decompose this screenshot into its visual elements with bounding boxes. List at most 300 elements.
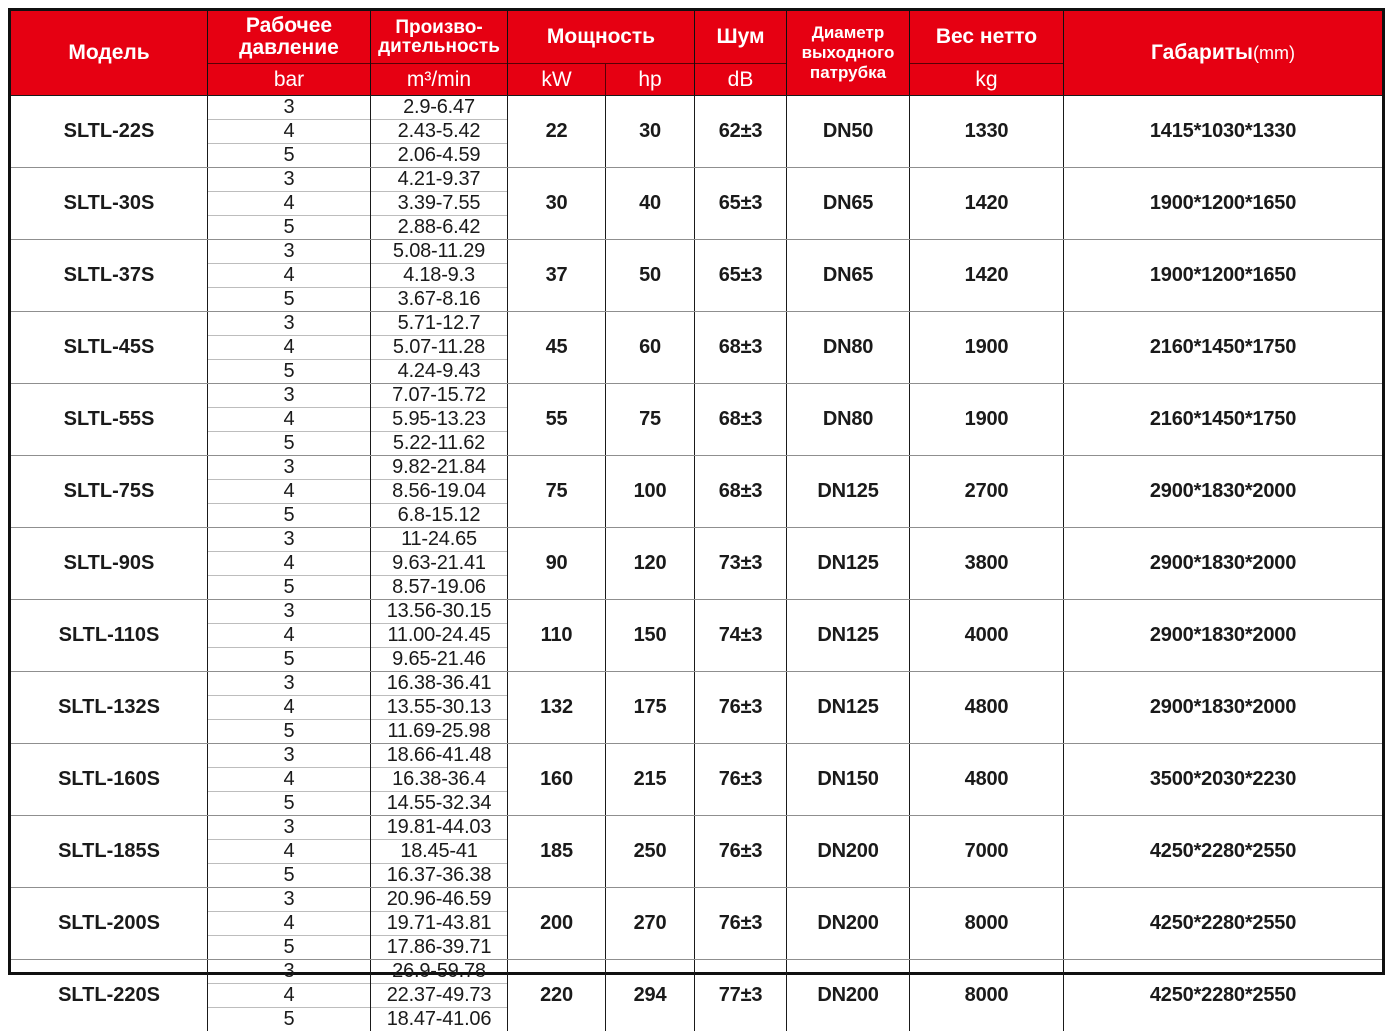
capacity-value: 16.38-36.41 — [386, 672, 492, 694]
power-kw-value: 110 — [540, 624, 573, 646]
model-cell — [11, 240, 207, 311]
capacity-cell — [370, 888, 507, 959]
capacity-subrow — [371, 983, 507, 1007]
dimensions-cell — [1063, 384, 1382, 455]
power-kw-cell — [507, 168, 605, 239]
pressure-value: 5 — [283, 432, 295, 454]
dimensions-cell — [1063, 528, 1382, 599]
pressure-value: 3 — [283, 672, 295, 694]
power-hp-value: 150 — [633, 624, 667, 646]
model-cell — [11, 960, 207, 1031]
weight-value: 1900 — [964, 336, 1009, 358]
header-power-unit-hp: hp — [638, 67, 662, 91]
header-power-title-cell — [508, 11, 694, 63]
noise-cell — [694, 168, 786, 239]
noise-value: 68±3 — [718, 336, 763, 358]
capacity-subrow — [371, 240, 507, 263]
header-noise-unit-cell — [695, 63, 786, 95]
header-capacity-unit-cell — [371, 63, 507, 95]
capacity-subrow — [371, 119, 507, 143]
table-row — [11, 815, 1382, 887]
power-hp-cell — [605, 744, 694, 815]
pressure-value: 3 — [283, 384, 295, 406]
power-kw-cell — [507, 744, 605, 815]
header-pressure-label: Рабочее давление — [239, 13, 339, 59]
capacity-value: 16.38-36.4 — [392, 768, 486, 790]
noise-value: 77±3 — [718, 984, 763, 1006]
capacity-cell — [370, 600, 507, 671]
pressure-value: 3 — [283, 312, 295, 334]
outlet-value: DN80 — [822, 336, 874, 358]
pressure-subrow — [208, 456, 370, 479]
capacity-value: 5.07-11.28 — [392, 336, 486, 358]
weight-cell — [909, 168, 1063, 239]
header-power-label: Мощность — [546, 24, 656, 48]
capacity-value: 2.9-6.47 — [403, 96, 475, 118]
pressure-value: 5 — [283, 936, 295, 958]
weight-value: 1900 — [964, 408, 1009, 430]
noise-cell — [694, 384, 786, 455]
capacity-cell — [370, 672, 507, 743]
pressure-subrow — [208, 600, 370, 623]
outlet-cell — [786, 744, 909, 815]
header-capacity-label-line2: дительность — [378, 36, 500, 57]
noise-cell — [694, 744, 786, 815]
pressure-value: 3 — [283, 600, 295, 622]
model-name: SLTL-30S — [63, 192, 155, 214]
model-name: SLTL-37S — [63, 264, 155, 286]
weight-cell — [909, 888, 1063, 959]
pressure-cell — [207, 456, 370, 527]
noise-cell — [694, 528, 786, 599]
model-name: SLTL-220S — [58, 984, 160, 1006]
weight-value: 4800 — [964, 696, 1009, 718]
capacity-subrow — [371, 191, 507, 215]
power-kw-cell — [507, 240, 605, 311]
capacity-value: 9.63-21.41 — [392, 552, 486, 574]
pressure-subrow — [208, 744, 370, 767]
capacity-value: 11-24.65 — [401, 528, 477, 550]
pressure-subrow — [208, 287, 370, 311]
capacity-value: 7.07-15.72 — [392, 384, 486, 406]
model-cell — [11, 168, 207, 239]
model-cell — [11, 816, 207, 887]
pressure-cell — [207, 816, 370, 887]
header-dimensions-wrap — [1151, 42, 1295, 64]
pressure-cell — [207, 744, 370, 815]
pressure-value: 3 — [283, 816, 295, 838]
dimensions-cell — [1063, 600, 1382, 671]
capacity-value: 6.8-15.12 — [397, 504, 481, 526]
outlet-cell — [786, 384, 909, 455]
outlet-value: DN65 — [822, 264, 874, 286]
pressure-value: 3 — [283, 240, 295, 262]
pressure-cell — [207, 672, 370, 743]
pressure-value: 5 — [283, 504, 295, 526]
capacity-subrow — [371, 839, 507, 863]
dimensions-value: 4250*2280*2550 — [1149, 912, 1297, 934]
power-hp-value: 40 — [639, 192, 661, 214]
pressure-subrow — [208, 384, 370, 407]
capacity-cell — [370, 96, 507, 167]
capacity-value: 13.55-30.13 — [386, 696, 492, 718]
capacity-subrow — [371, 335, 507, 359]
power-hp-value: 60 — [639, 336, 661, 358]
dimensions-cell — [1063, 312, 1382, 383]
pressure-cell — [207, 528, 370, 599]
model-name: SLTL-55S — [63, 408, 155, 430]
dimensions-value: 2160*1450*1750 — [1149, 336, 1297, 358]
noise-value: 68±3 — [718, 480, 763, 502]
capacity-value: 9.82-21.84 — [392, 456, 486, 478]
power-hp-cell — [605, 168, 694, 239]
capacity-value: 5.95-13.23 — [392, 408, 486, 430]
outlet-cell — [786, 672, 909, 743]
table-row — [11, 383, 1382, 455]
model-cell — [11, 744, 207, 815]
outlet-value: DN125 — [817, 480, 879, 502]
table-row — [11, 527, 1382, 599]
power-hp-value: 50 — [639, 264, 661, 286]
pressure-cell — [207, 960, 370, 1031]
capacity-subrow — [371, 719, 507, 743]
pressure-subrow — [208, 719, 370, 743]
power-kw-cell — [507, 960, 605, 1031]
power-kw-cell — [507, 456, 605, 527]
capacity-subrow — [371, 215, 507, 239]
outlet-value: DN150 — [817, 768, 879, 790]
capacity-value: 20.96-46.59 — [386, 888, 492, 910]
model-name: SLTL-22S — [63, 120, 155, 142]
power-hp-cell — [605, 456, 694, 527]
pressure-subrow — [208, 119, 370, 143]
weight-value: 1330 — [964, 120, 1009, 142]
capacity-subrow — [371, 551, 507, 575]
table-row — [11, 167, 1382, 239]
noise-cell — [694, 312, 786, 383]
dimensions-cell — [1063, 888, 1382, 959]
header-power-units-cell — [508, 63, 694, 95]
header-capacity-unit: m³/min — [406, 67, 472, 91]
dimensions-value: 2900*1830*2000 — [1149, 696, 1297, 718]
pressure-subrow — [208, 888, 370, 911]
dimensions-value: 4250*2280*2550 — [1149, 984, 1297, 1006]
weight-cell — [909, 528, 1063, 599]
noise-value: 62±3 — [718, 120, 763, 142]
capacity-subrow — [371, 888, 507, 911]
pressure-subrow — [208, 767, 370, 791]
dimensions-value: 1900*1200*1650 — [1149, 264, 1297, 286]
power-kw-value: 55 — [545, 408, 568, 430]
header-pressure-unit-cell — [208, 63, 370, 95]
noise-cell — [694, 456, 786, 527]
pressure-subrow — [208, 695, 370, 719]
capacity-value: 11.00-24.45 — [387, 624, 491, 646]
power-hp-cell — [605, 96, 694, 167]
noise-value: 65±3 — [718, 192, 763, 214]
power-hp-value: 294 — [633, 984, 667, 1006]
power-kw-value: 45 — [545, 336, 568, 358]
power-kw-value: 90 — [545, 552, 568, 574]
noise-value: 76±3 — [718, 696, 763, 718]
header-weight-title-cell — [910, 11, 1063, 63]
outlet-cell — [786, 528, 909, 599]
power-hp-cell — [605, 816, 694, 887]
header-power — [507, 11, 694, 95]
capacity-subrow — [371, 623, 507, 647]
power-kw-cell — [507, 816, 605, 887]
capacity-subrow — [371, 287, 507, 311]
pressure-subrow — [208, 935, 370, 959]
header-model — [11, 11, 207, 95]
power-hp-cell — [605, 672, 694, 743]
header-power-unit-kw: kW — [541, 67, 572, 91]
pressure-value: 4 — [283, 336, 295, 358]
dimensions-value: 2160*1450*1750 — [1149, 408, 1297, 430]
capacity-value: 19.71-43.81 — [386, 912, 492, 934]
outlet-value: DN200 — [817, 984, 879, 1006]
weight-cell — [909, 240, 1063, 311]
noise-cell — [694, 240, 786, 311]
pressure-subrow — [208, 479, 370, 503]
power-hp-cell — [605, 312, 694, 383]
model-name: SLTL-90S — [63, 552, 155, 574]
capacity-value: 16.37-36.38 — [386, 864, 492, 886]
capacity-cell — [370, 312, 507, 383]
table-row — [11, 599, 1382, 671]
pressure-subrow — [208, 863, 370, 887]
model-name: SLTL-160S — [58, 768, 160, 790]
noise-value: 73±3 — [718, 552, 763, 574]
capacity-value: 2.88-6.42 — [397, 216, 481, 238]
power-hp-cell — [605, 600, 694, 671]
pressure-value: 3 — [283, 744, 295, 766]
capacity-subrow — [371, 312, 507, 335]
dimensions-cell — [1063, 240, 1382, 311]
pressure-subrow — [208, 143, 370, 167]
dimensions-cell — [1063, 96, 1382, 167]
model-name: SLTL-185S — [58, 840, 160, 862]
pressure-subrow — [208, 816, 370, 839]
pressure-value: 3 — [283, 960, 295, 982]
weight-cell — [909, 384, 1063, 455]
power-kw-cell — [507, 312, 605, 383]
power-hp-cell — [605, 960, 694, 1031]
pressure-subrow — [208, 431, 370, 455]
capacity-value: 22.37-49.73 — [386, 984, 492, 1006]
power-hp-value: 270 — [633, 912, 667, 934]
model-cell — [11, 528, 207, 599]
capacity-subrow — [371, 744, 507, 767]
capacity-value: 18.66-41.48 — [386, 744, 492, 766]
power-hp-cell — [605, 528, 694, 599]
capacity-subrow — [371, 456, 507, 479]
outlet-value: DN200 — [817, 912, 879, 934]
capacity-value: 8.56-19.04 — [392, 480, 486, 502]
header-weight-unit: kg — [975, 67, 998, 91]
weight-value: 4800 — [964, 768, 1009, 790]
weight-cell — [909, 600, 1063, 671]
pressure-value: 4 — [283, 624, 295, 646]
outlet-cell — [786, 96, 909, 167]
header-weight-unit-cell — [910, 63, 1063, 95]
outlet-value: DN125 — [817, 624, 879, 646]
power-hp-value: 100 — [633, 480, 667, 502]
pressure-subrow — [208, 1007, 370, 1031]
noise-value: 76±3 — [718, 840, 763, 862]
power-hp-cell — [605, 384, 694, 455]
capacity-value: 5.71-12.7 — [397, 312, 481, 334]
weight-cell — [909, 312, 1063, 383]
noise-value: 76±3 — [718, 768, 763, 790]
spec-table — [8, 8, 1385, 1030]
weight-value: 1420 — [964, 264, 1009, 286]
outlet-value: DN50 — [822, 120, 874, 142]
pressure-value: 4 — [283, 120, 295, 142]
noise-value: 76±3 — [718, 912, 763, 934]
noise-cell — [694, 960, 786, 1031]
dimensions-cell — [1063, 456, 1382, 527]
weight-value: 8000 — [964, 984, 1009, 1006]
pressure-subrow — [208, 791, 370, 815]
pressure-value: 4 — [283, 696, 295, 718]
capacity-value: 4.18-9.3 — [403, 264, 475, 286]
noise-cell — [694, 672, 786, 743]
header-pressure-title-cell — [208, 11, 370, 63]
pressure-value: 4 — [283, 192, 295, 214]
capacity-value: 5.08-11.29 — [392, 240, 486, 262]
model-name: SLTL-132S — [58, 696, 160, 718]
power-kw-value: 220 — [540, 984, 573, 1006]
power-hp-cell — [605, 240, 694, 311]
pressure-value: 3 — [283, 168, 295, 190]
pressure-value: 5 — [283, 720, 295, 742]
table-row — [11, 311, 1382, 383]
dimensions-value: 2900*1830*2000 — [1149, 624, 1297, 646]
pressure-value: 4 — [283, 768, 295, 790]
pressure-subrow — [208, 312, 370, 335]
pressure-value: 3 — [283, 888, 295, 910]
header-dimensions — [1063, 11, 1382, 95]
pressure-cell — [207, 600, 370, 671]
capacity-subrow — [371, 384, 507, 407]
table-body — [11, 96, 1382, 1031]
capacity-value: 17.86-39.71 — [386, 936, 492, 958]
capacity-cell — [370, 384, 507, 455]
model-name: SLTL-45S — [63, 336, 155, 358]
header-power-kw-cell — [508, 64, 605, 95]
capacity-value: 18.47-41.06 — [386, 1008, 492, 1030]
pressure-subrow — [208, 623, 370, 647]
outlet-cell — [786, 888, 909, 959]
capacity-value: 4.24-9.43 — [397, 360, 481, 382]
model-cell — [11, 456, 207, 527]
noise-value: 74±3 — [718, 624, 763, 646]
power-hp-cell — [605, 888, 694, 959]
header-model-label: Модель — [68, 40, 150, 64]
dimensions-value: 2900*1830*2000 — [1149, 552, 1297, 574]
header-noise-unit: dB — [727, 67, 754, 91]
pressure-subrow — [208, 672, 370, 695]
outlet-value: DN200 — [817, 840, 879, 862]
weight-value: 2700 — [964, 480, 1009, 502]
power-kw-cell — [507, 888, 605, 959]
capacity-cell — [370, 816, 507, 887]
weight-value: 1420 — [964, 192, 1009, 214]
capacity-subrow — [371, 911, 507, 935]
pressure-value: 4 — [283, 984, 295, 1006]
outlet-value: DN125 — [817, 552, 879, 574]
pressure-value: 4 — [283, 912, 295, 934]
capacity-subrow — [371, 816, 507, 839]
dimensions-value: 1900*1200*1650 — [1149, 192, 1297, 214]
capacity-cell — [370, 744, 507, 815]
capacity-subrow — [371, 791, 507, 815]
outlet-cell — [786, 600, 909, 671]
power-hp-value: 120 — [633, 552, 667, 574]
header-capacity — [370, 11, 507, 95]
capacity-subrow — [371, 695, 507, 719]
header-weight-label: Вес нетто — [935, 24, 1038, 48]
outlet-cell — [786, 240, 909, 311]
capacity-value: 2.43-5.42 — [397, 120, 481, 142]
pressure-cell — [207, 240, 370, 311]
capacity-subrow — [371, 143, 507, 167]
capacity-value: 5.22-11.62 — [392, 432, 486, 454]
pressure-value: 5 — [283, 288, 295, 310]
dimensions-cell — [1063, 960, 1382, 1031]
power-kw-value: 37 — [545, 264, 568, 286]
weight-cell — [909, 744, 1063, 815]
header-capacity-label-line1: Произво- — [395, 17, 483, 38]
capacity-subrow — [371, 168, 507, 191]
weight-value: 4000 — [964, 624, 1009, 646]
weight-cell — [909, 96, 1063, 167]
model-cell — [11, 888, 207, 959]
model-name: SLTL-75S — [63, 480, 155, 502]
capacity-subrow — [371, 935, 507, 959]
power-kw-cell — [507, 672, 605, 743]
model-cell — [11, 384, 207, 455]
power-kw-cell — [507, 600, 605, 671]
power-hp-value: 30 — [639, 120, 661, 142]
table-row — [11, 455, 1382, 527]
header-noise — [694, 11, 786, 95]
pressure-subrow — [208, 215, 370, 239]
pressure-cell — [207, 312, 370, 383]
model-cell — [11, 672, 207, 743]
header-weight — [909, 11, 1063, 95]
capacity-subrow — [371, 863, 507, 887]
capacity-subrow — [371, 503, 507, 527]
capacity-cell — [370, 168, 507, 239]
pressure-value: 5 — [283, 864, 295, 886]
pressure-value: 4 — [283, 840, 295, 862]
pressure-subrow — [208, 960, 370, 983]
pressure-subrow — [208, 528, 370, 551]
dimensions-value: 2900*1830*2000 — [1149, 480, 1297, 502]
pressure-subrow — [208, 168, 370, 191]
pressure-value: 3 — [283, 96, 295, 118]
table-row — [11, 96, 1382, 167]
outlet-value: DN80 — [822, 408, 874, 430]
header-outlet-label: Диаметр выходного патрубка — [801, 22, 895, 83]
noise-cell — [694, 888, 786, 959]
power-kw-cell — [507, 96, 605, 167]
table-row — [11, 887, 1382, 959]
capacity-subrow — [371, 600, 507, 623]
outlet-cell — [786, 168, 909, 239]
